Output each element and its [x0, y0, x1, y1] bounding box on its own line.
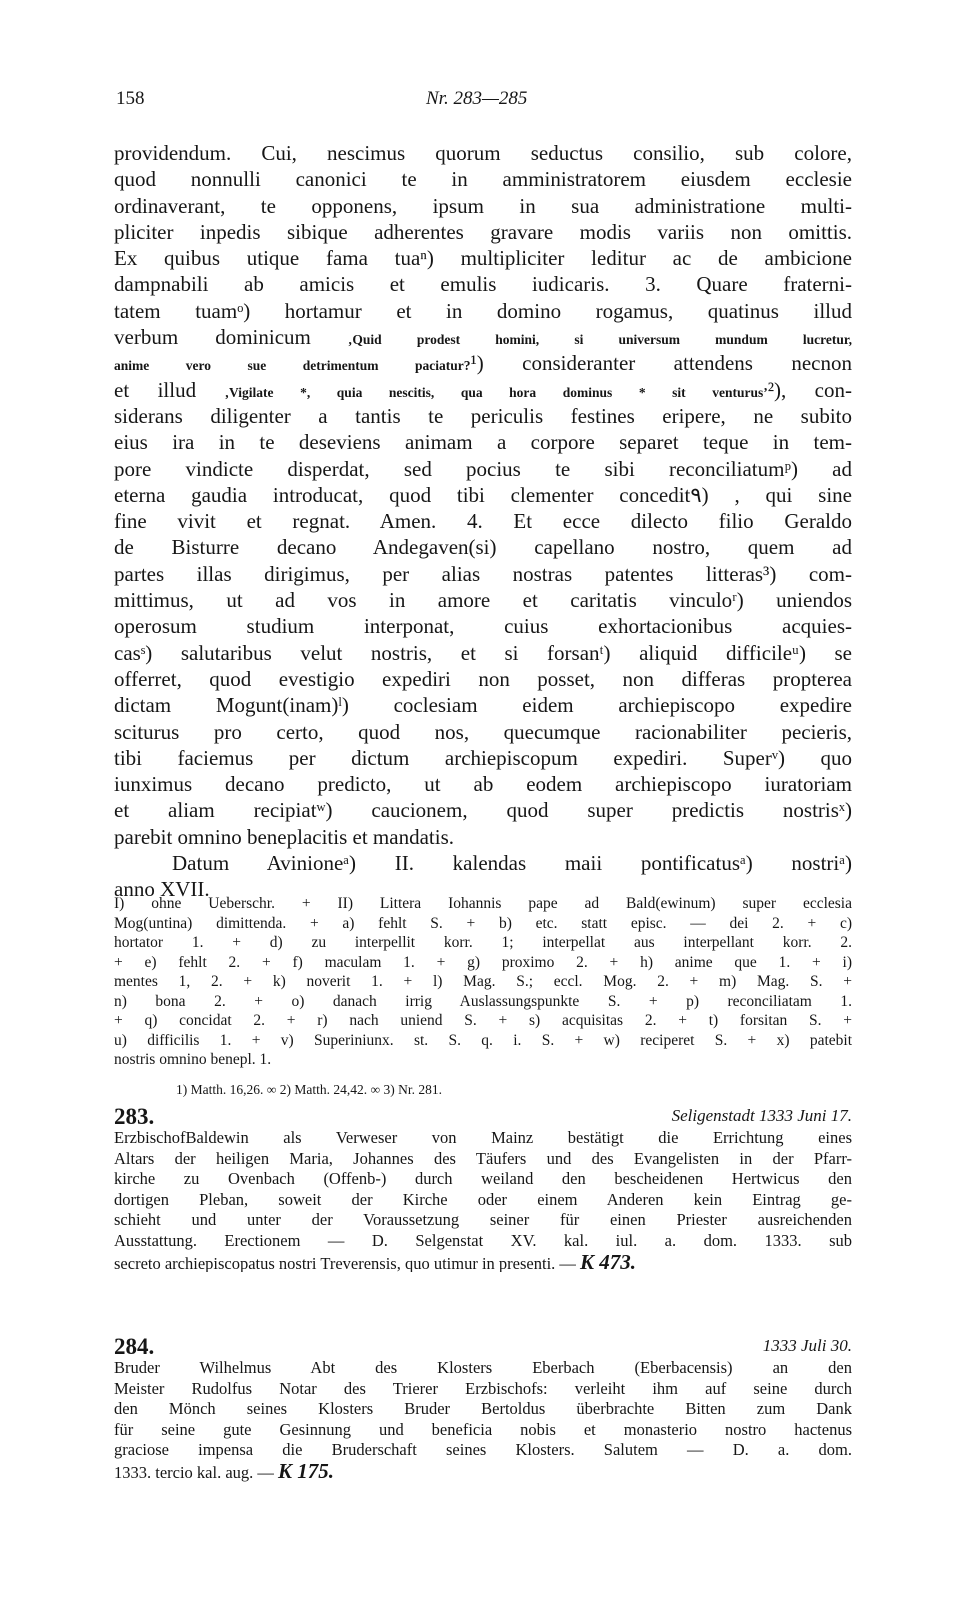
text-line: casˢ) salutaribus velut nostris, et si forsanᵗ) aliquid difficileᵘ) se — [114, 640, 852, 665]
text-fragment: et illud — [114, 377, 197, 402]
text-line: operosum studium interponat, cuius exhortacionibus acquies- — [114, 614, 852, 639]
text-line: Ex quibus utique fama tuaⁿ) multipliciter leditur ac de ambicione — [114, 246, 852, 271]
text-line: eius ira in te deseviens animam a corpore separet teque in tem- — [114, 430, 852, 455]
summary-line: den Mönch seines Klosters Bruder Bertoldus überbrachte Bitten zum Dank — [114, 1399, 852, 1419]
signature-mark: K 175. — [278, 1460, 335, 1482]
text-line — [114, 377, 852, 403]
text-line: tatem tuamᵒ) hortamur et in domino rogamus, quatinus illud — [114, 298, 852, 323]
summary-line: Meister Rudolfus Notar des Trierer Erzbischofs: verleiht ihm auf seine durch — [114, 1378, 852, 1398]
text-line: pore vindicte disperdat, sed pocius te sibi reconciliatumᵖ) ad — [114, 456, 852, 481]
references: 1) Matth. 16,26. ∞ 2) Matth. 24,42. ∞ 3) Nr. 281. — [176, 1082, 442, 1097]
entry-place-date: 1333 Juli 30. — [762, 1336, 852, 1355]
summary-line: dortigen Pleban, soweit der Kirche oder einem Anderen kein Eintrag ge- — [114, 1189, 852, 1209]
text-line: dampnabili ab amicis et emulis iudicaris. 3. Quare fraterni- — [114, 272, 852, 297]
footnote-line: nostris omnino benepl. 1. — [114, 1051, 272, 1068]
summary-line: für seine gute Gesinnung und beneficia nobis et monasterio nostro hactenus — [114, 1419, 852, 1439]
text-line: de Bisturre decano Andegaven(si) capellano nostro, quem ad — [114, 535, 852, 560]
signature-mark: K 473. — [580, 1251, 637, 1273]
text-line: pliciter inpedis sibique adherentes gravare modis variis non omittis. — [114, 219, 852, 244]
footnote-line: hortator 1. + d) zu interpellit korr. 1; interpellat aus interpellant korr. 2. — [114, 934, 852, 951]
text-line: iunximus decano predicto, ut ab eodem archiepiscopo iuratoriam — [114, 772, 852, 797]
summary-line: Altars der heiligen Maria, Johannes des Täufers und des Evangelisten in der Pfarr- — [114, 1148, 852, 1168]
text-line: offerret, quod evestigio expediri non posset, non differas propterea — [114, 666, 852, 691]
page-number: 158 — [116, 88, 145, 109]
summary-line: Bruder Wilhelmus Abt des Klosters Eberbach (Eberbacensis) an den — [114, 1358, 852, 1377]
text-line: sciturus pro certo, quod nos, quecumque racionabiliter pecieris, — [114, 719, 852, 744]
text-line: fine vivit et regnat. Amen. 4. Et ecce dilecto filio Geraldo — [114, 509, 852, 534]
text-line: parebit omnino beneplacitis et mandatis. — [114, 824, 454, 849]
text-line: siderans diligenter a tantis te periculis festines eripere, ne subito — [114, 403, 852, 428]
summary-text: secreto archiepiscopatus nostri Treverensis, quo utimur in presenti. — — [114, 1253, 576, 1273]
quotation: ‚Quid prodest homini, si universum mundum lucretur, — [347, 332, 852, 348]
text-line: quod nonnulli canonici te in amministratorem eiusdem ecclesie — [114, 167, 852, 192]
text-line: ordinaverant, te opponens, ipsum in sua administratione multi- — [114, 193, 852, 218]
footnote-line: + q) concidat 2. + r) nach uniend S. + s) acquisitas 2. + t) forsitan S. + — [114, 1012, 852, 1029]
summary-line: schieht und unter der Voraussetzung seiner für einen Priester ausreichenden — [114, 1210, 852, 1230]
footnote-line: u) difficilis 1. + v) Superiniunx. st. S. q. i. S. + w) reciperet S. + x) patebit — [114, 1031, 852, 1049]
text-line: partes illas dirigimus, per alias nostras patentes litteras³) com- — [114, 561, 852, 586]
text-fragment: verbum dominicum — [114, 325, 311, 350]
footnote-line: Mog(untina) dimittenda. + a) fehlt S. + b) etc. statt episc. — dei 2. + c) — [114, 914, 852, 932]
text-line: tibi faciemus per dictum archiepiscopum expediri. Superᵛ) quo — [114, 745, 852, 770]
text-fragment: ²), con- — [767, 377, 852, 402]
datum-line: anno XVII. — [114, 877, 210, 902]
text-line: providendum. Cui, nescimus quorum seductus consilio, sub colore, — [114, 141, 852, 165]
footnote-line: mentes 1, 2. + k) noverit 1. + l) Mag. S.; eccl. Mog. 2. + m) Mag. S. + — [114, 973, 852, 990]
page-header — [116, 88, 850, 118]
summary-line: kirche zu Ovenbach (Offenb-) durch weiland den bescheidenen Hertwicus den — [114, 1169, 852, 1189]
text-fragment: ¹) consideranter attendens necnon — [470, 351, 852, 376]
text-line: eterna gaudia introducat, quod tibi clementer concedit۹) , qui sine — [114, 482, 852, 507]
footnote-line: I) ohne Ueberschr. + II) Littera Iohannis pape ad Bald(ewinum) super ecclesia — [114, 895, 852, 912]
quotation: ‚Vigilate *, quia nescitis, qua hora dominus * sit venturus’ — [224, 384, 768, 400]
quotation: anime vero sue detrimentum paciatur? — [114, 358, 471, 374]
entry-number: 284. — [114, 1334, 155, 1359]
footnotes — [114, 894, 852, 1070]
text-line: mittimus, ut ad vos in amore et caritatis vinculoʳ) uniendos — [114, 588, 852, 613]
text-line: dictam Mogunt(inam)ˡ) coclesiam eidem archiepiscopo expedire — [114, 693, 852, 718]
text-line — [114, 350, 852, 376]
summary-line — [114, 1252, 852, 1273]
summary-line: graciose impensa die Bruderschaft seines Klosters. Salutem — D. a. dom. — [114, 1440, 852, 1460]
text-line: et aliam recipiatʷ) caucionem, quod super predictis nostrisˣ) — [114, 798, 852, 823]
footnote-line: n) bona 2. + o) danach irrig Auslassungspunkte S. + p) reconciliatam 1. — [114, 992, 852, 1010]
running-title: Nr. 283—285 — [426, 88, 528, 109]
entry-place-date: Seligenstadt 1333 Juni 17. — [671, 1106, 852, 1125]
entry-summary — [114, 1128, 852, 1272]
text-line — [114, 324, 852, 350]
summary-text: 1333. tercio kal. aug. — — [114, 1462, 274, 1482]
footnote-line: + e) fehlt 2. + f) maculam 1. + g) proximo 2. + h) anime que 1. + i) — [114, 953, 852, 971]
main-text — [114, 140, 852, 903]
entry-number: 283. — [114, 1104, 155, 1129]
entry-summary — [114, 1358, 852, 1482]
summary-line — [114, 1461, 852, 1482]
summary-line: ErzbischofBaldewin als Verweser von Mainz bestätigt die Errichtung eines — [114, 1128, 852, 1147]
summary-line: Ausstattung. Erectionem — D. Selgenstat XV. kal. iul. a. dom. 1333. sub — [114, 1230, 852, 1250]
datum-line: Datum Avinioneᵃ) II. kalendas maii pontificatusᵃ) nostriᵃ) — [172, 851, 852, 876]
